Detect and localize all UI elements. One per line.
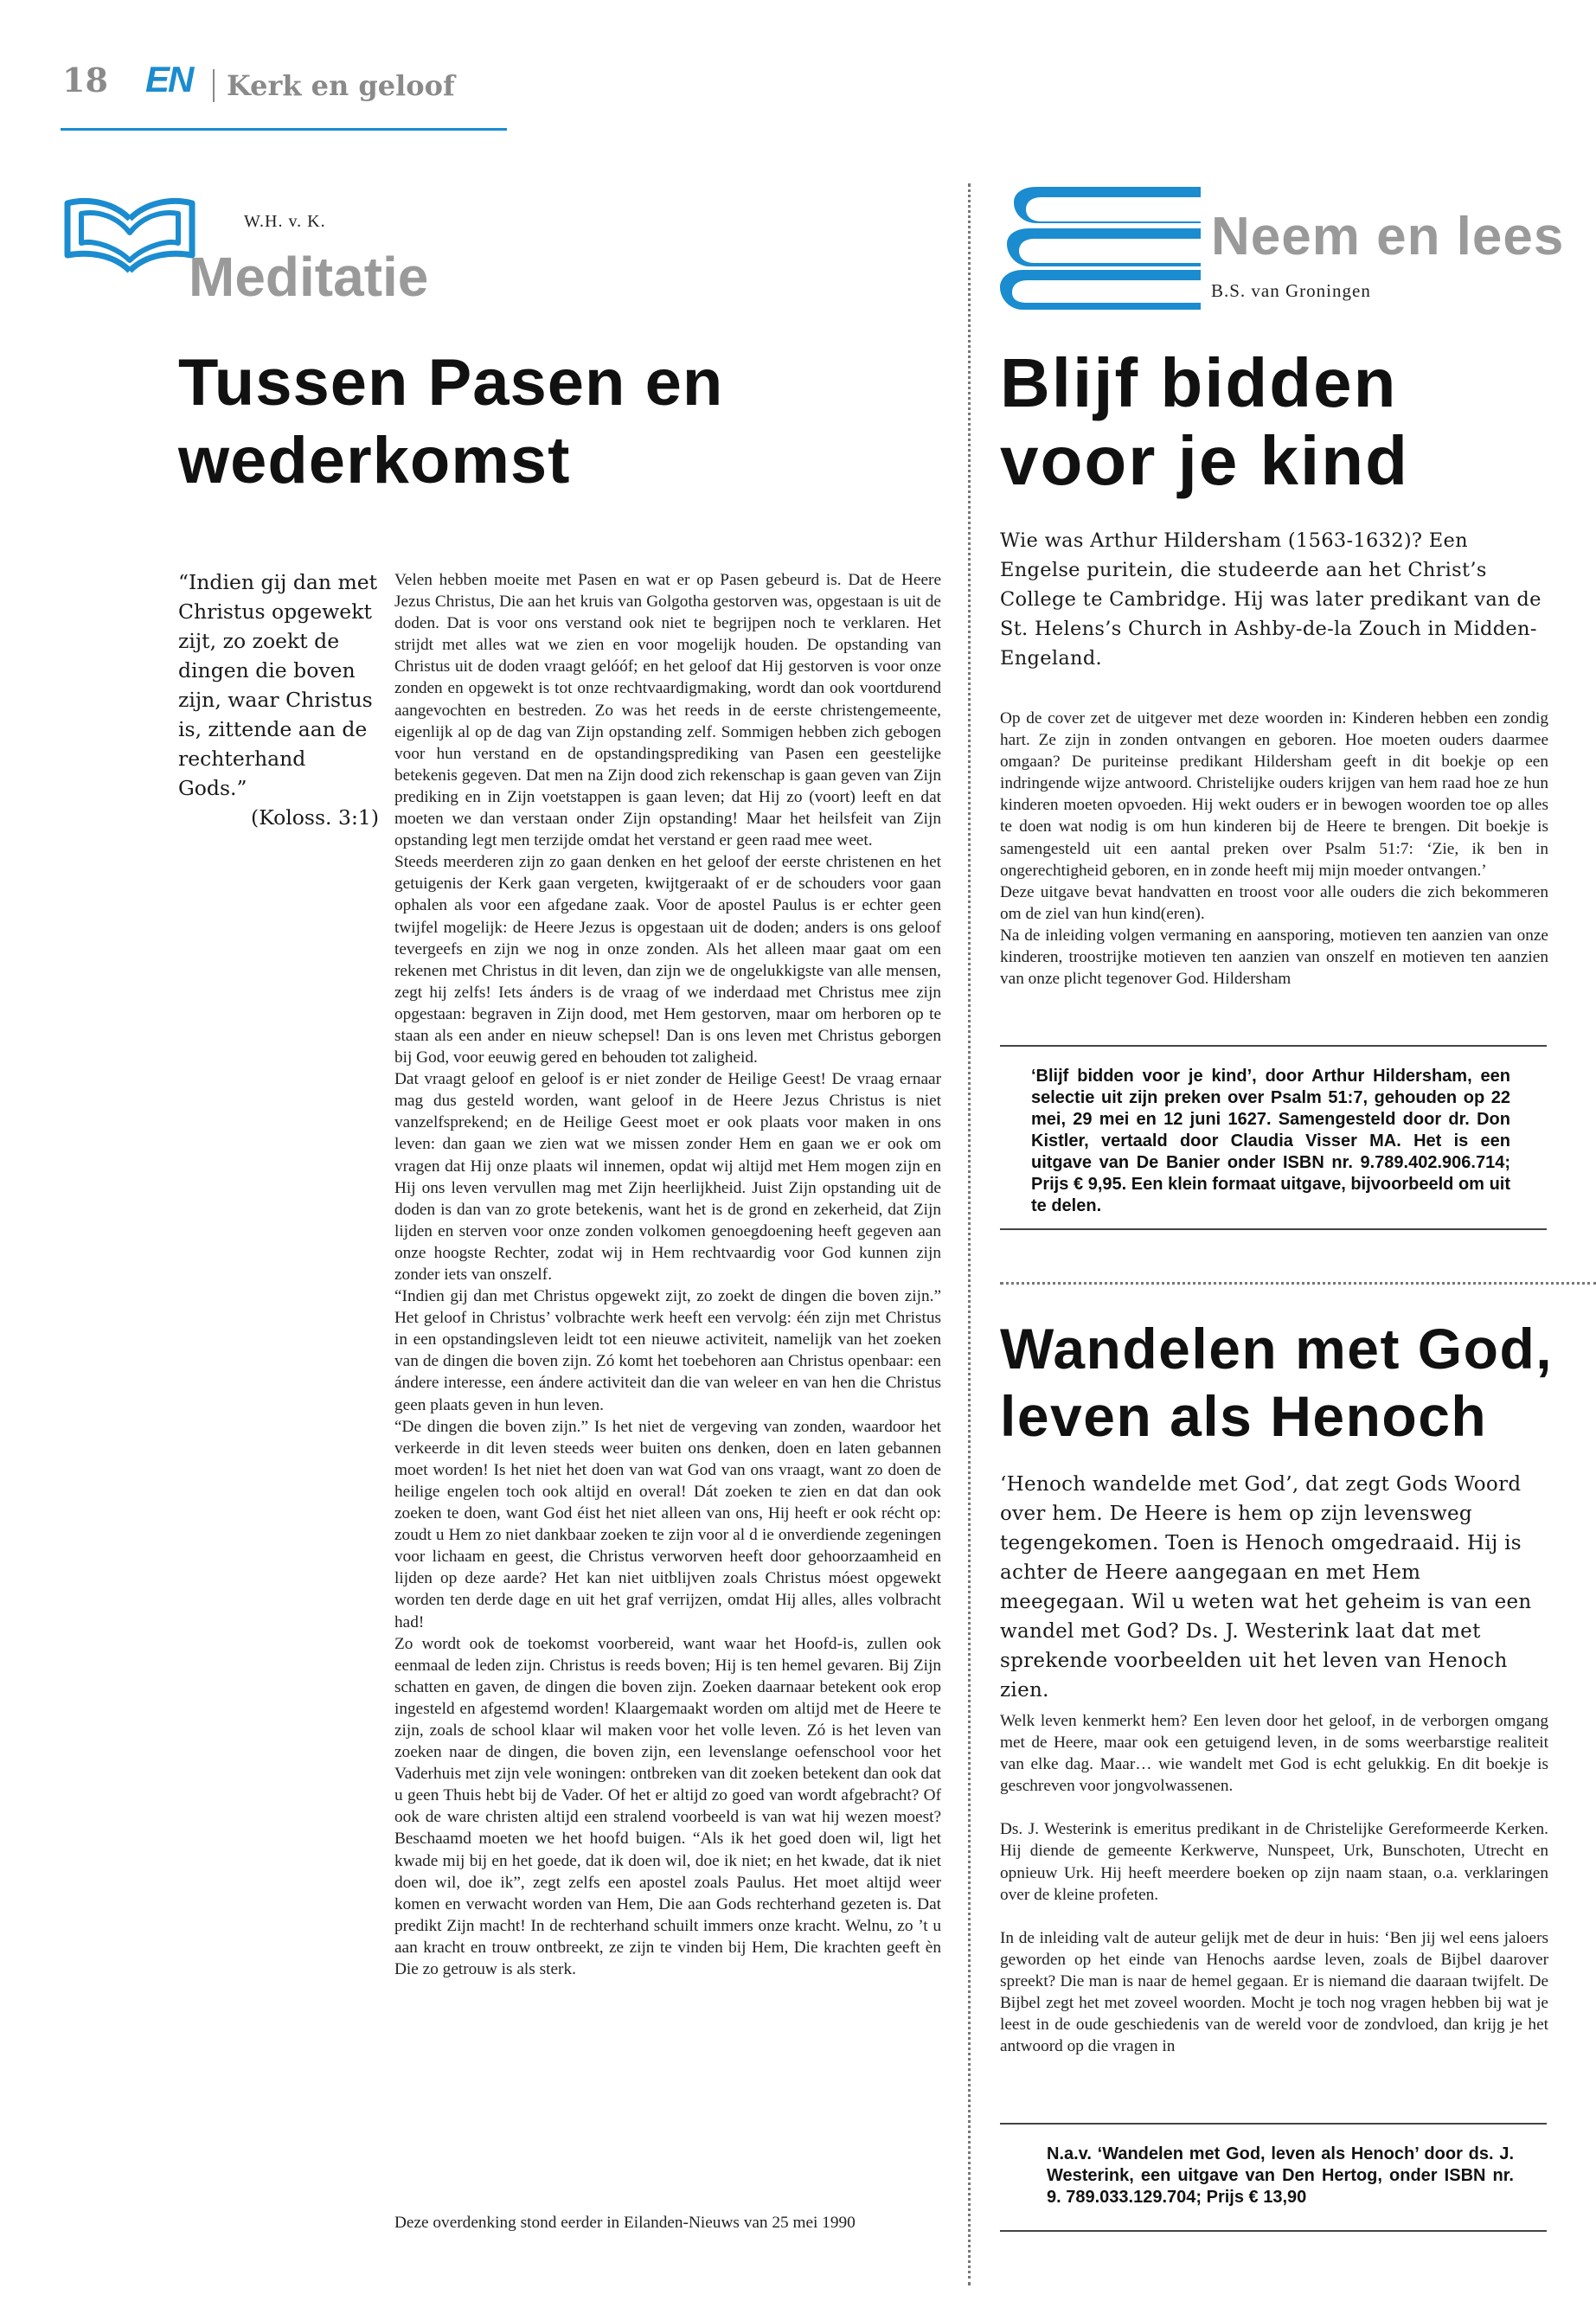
paragraph: Dat vraagt geloof en geloof is er niet zonder de Heilige Geest! De vraag ernaar mag dus gesteld worden, want geloof in de Heere Jezus Christus is niet vanzelfsprekend; en de Heilige Geest moet er ook plaats voor maken in ons leven: dan gaan we zien wat we missen zonder Hem en gaan we er ook om vragen dat Hij onze plaats wil innemen, opdat wij altijd met Hem mogen zijn en Hij ons leven vervullen mag met Zijn heerlijkheid. Juist Zijn opstanding uit de doden is dan van zo grote betekenis, want het is de grond en zekerheid, dat Zijn lijden en sterven voor onze zonden volkomen genoegdoening heeft gegeven aan onze hoogste Rechter, zodat wij in Hem rechtvaardig voor God kunnen zijn zonder iets van onszelf. [394, 1070, 941, 1284]
paragraph: “De dingen die boven zijn.” Is het niet de vergeving van zonden, waardoor het verkeerde in dit leven steeds weer buiten ons denken, doen en laten gebannen moet worden! Is het niet het doen van wat God van ons vraagt, want zo doen de heilige engelen toch ook altijd en overal! Dát zoeken te zien en dat dan ook zoeken te doen, want God éist het niet alleen van ons, Hij heeft er ook récht op: zoudt u Hem zo niet dankbaar zoeken te zijn voor al d ie onverdiende zegeningen voor lichaam en geest, die Christus verworven heeft door gehoorzaamheid en lijden op deze aarde? Het kan niet uitblijven zoals Christus móest opgewekt worden ten derde dage en uit het graf verrijzen, omdat Hij alles, alles volbracht had! [394, 1417, 941, 1631]
author-left: W.H. v. K. [244, 212, 326, 231]
en-logo: EN [145, 59, 193, 99]
paragraph: Zo wordt ook de toekomst voorbereid, want waar het Hoofd-is, zullen ook eenmaal de leden zijn. Christus is reeds boven; Hij is ten hemel gevaren. Bij Zijn schatten en gaven, de dingen die boven zijn. Zoeken daarnaar betekent ook erop ingesteld en afgestemd worden! Klaargemaakt worden om altijd met de Heere te zijn, zoals de school klaar wil maken voor het volle leven. Zó is het leven van zoeken naar de dingen, die boven zijn, een levenslange oefenschool voor het Vaderhuis met zijn vele woningen: ontbreken van dit zoeken betekent dan ook dat u geen Thuis hebt bij de Vader. Of het er altijd zo goed van wordt afgebracht? Of ook de ware christen altijd een stralend voorbeeld is van wat hij wezen moest? Beschaamd moeten we het hoofd buigen. “Als ik het goed doen wil, ligt het kwade mij bij en het goede, dat ik doen wil, doe ik niet; en het kwade, dat ik niet doen wil, doe ik”, zegt zelfs een apostel zoals Paulus. Het moet altijd weer komen en verwacht worden van Hem, Die aan Gods rechterhand gezeten is. Dat predikt Zijn macht! In de rechterhand schuilt immers onze kracht. Welnu, zo ’t u aan kracht en trouw ontbreekt, ze zijn te vinden bij Hem, Die krachten geeft èn Die zo getrouw is als sterk. [394, 1634, 941, 1978]
article-title-left: Tussen Pasen en wederkomst [178, 346, 724, 497]
info-box-rule [1000, 1045, 1547, 1047]
article-body-right-2 [1000, 1710, 1548, 2079]
paragraph: Steeds meerderen zijn zo gaan denken en het geloof der eerste christenen en het getuigenis der Kerk gaan vergeten, kwijtgeraakt of er de schouders voor gaan ophalen als voor een afgedane zaak. Voor de apostel Paulus is er echter geen twijfel mogelijk: de Heere Jezus is opgestaan uit de doden; anders is ons geloof tevergeefs en zijn we nog in onze zonden. Als het alleen maar gaat om een rekenen met Christus in dit leven, dan zijn we de ongelukkigste van alle mensen, zegt hij zelfs! Iets ánders is de vraag of we inderdaad met Christus mee zijn opgestaan: begraven in Zijn dood, met Hem gestorven, maar om herboren op te staan als een ander en nieuw schepsel! Dan is ons leven met Christus geborgen bij God, voor eeuwig gered en behouden tot zaligheid. [394, 853, 941, 1067]
paragraph: Welk leven kenmerkt hem? Een leven door het geloof, in de verborgen omgang met de Heere, maar ook een getuigend leven, in de soms weerbarstige realiteit van elke dag. Maar… wie wandelt met God is echt gelukkig. En dit boekje is geschreven voor jongvolwassenen. [1000, 1712, 1548, 1796]
paragraph: In de inleiding valt de auteur gelijk met de deur in huis: ‘Ben jij wel eens jaloers geworden op het einde van Henochs aardse leven, zoals de Bijbel daarover spreekt? Die man is naar de hemel gegaan. Er is niemand die daaraan twijfelt. De Bijbel zegt het met zoveel woorden. Mocht je toch nog vragen hebben bij wat je leest in de oude geschiedenis van de wereld voor de zondvloed, dan krijg je het antwoord op die vragen in [1000, 1928, 1548, 2056]
page-number: 18 [62, 61, 108, 99]
source-note: Deze overdenking stond eerder in Eilanden-Nieuws van 25 mei 1990 [394, 2214, 856, 2232]
header-rule [61, 128, 507, 131]
section-divider [1000, 1282, 1596, 1285]
info-box-rule [1000, 1228, 1547, 1230]
paragraph: Velen hebben moeite met Pasen en wat er op Pasen gebeurd is. Dat de Heere Jezus Christus, Die aan het kruis van Golgotha gestorven was, opgestaan is uit de doden. Dat is voor ons verstand ook niet te begrijpen noch te verklaren. Het strijdt met alles wat we zien en voor mogelijk houden. De opstanding van Christus uit de doden vraagt gelóóf; en het geloof dat Hij gestorven is voor onze zonden en opgewekt is tot onze rechtvaardigmaking, wordt dan ook voortdurend aangevochten en bestreden. Zo was het reeds in de eerste christengemeente, eigenlijk al op de dag van Zijn opstanding zelf. Sommigen hebben zich gebogen voor hun verstand en de opstandingsprediking van Pasen een geestelijke betekenis gegeven. Dat men na Zijn dood zich rekenschap is gaan geven van Zijn prediking en in Zijn voetstappen is gaan leven; dat Hij zo (voort) leeft en dat moeten we dan verstaan onder Zijn opstanding! Maar het heilsfeit van Zijn opstanding legt men terzijde omdat het verstand er geen raad mee weet. [394, 571, 941, 850]
pull-quote-text: “Indien gij dan met Christus opgewekt zijt, zo zoekt de dingen die boven zijn, waar Christus is, zittende aan de rechterhand Gods.” [178, 570, 378, 800]
article-body-left [394, 569, 941, 1980]
paragraph: Ds. J. Westerink is emeritus predikant in de Christelijke Gereformeerde Kerken. Hij diende de gemeente Kerkwerve, Nunspeet, Urk, Bunschoten, Utrecht en opnieuw Urk. Hij heeft meerdere boeken op zijn naam staan, o.a. verklaringen over de kleine profeten. [1000, 1820, 1548, 1904]
kicker-neem-en-lees: Neem en lees [1211, 207, 1565, 266]
book-stack-icon [997, 183, 1208, 313]
open-book-heart-icon [61, 177, 199, 281]
paragraph: “Indien gij dan met Christus opgewekt zijt, zo zoekt de dingen die boven zijn.” Het geloof in Christus’ volbrachte werk heeft een vervolg: één zijn met Christus in een opstandingsleven leidt tot een nieuwe activiteit, namelijk van het zoeken van de dingen die boven zijn. Zó komt het toebehoren aan Christus openbaar: een ándere interesse, een ándere activiteit dan die van weleer en van hen die Christus geen plaats geven in hun leven. [394, 1287, 941, 1414]
paragraph: Na de inleiding volgen vermaning en aansporing, motieven ten aanzien van onze kinderen, troostrijke motieven ten aanzien van onszelf en motieven ten aanzien van onze plicht tegenover God. Hildersham [1000, 926, 1548, 989]
info-box-rule [1000, 2230, 1547, 2232]
intro-right-2: ‘Henoch wandelde met God’, dat zegt Gods Woord over hem. De Heere is hem op zijn levensweg tegengekomen. Toen is Henoch omgedraaid. Hij is achter de Heere aangegaan en met Hem meegegaan. Wil u weten wat het geheim is van een wandel met God? Ds. J. Westerink laat dat met sprekende voorbeelden uit het leven van Henoch zien. [1000, 1473, 1532, 1702]
info-box-rule [1000, 2123, 1547, 2125]
paragraph: Deze uitgave bevat handvatten en troost voor alle ouders die zich bekommeren om de ziel van hun kind(eren). [1000, 882, 1548, 923]
section-name: Kerk en geloof [227, 69, 455, 102]
column-divider [968, 183, 971, 2285]
book-info-box-2: N.a.v. ‘Wandelen met God, leven als Henoch’ door ds. J. Westerink, een uitgave van Den Hertog, onder ISBN nr. 9. 789.033.129.704; Prijs € 13,90 [1047, 2144, 1514, 2207]
article-body-right [1000, 708, 1548, 990]
pull-quote [178, 567, 379, 832]
author-right: B.S. van Groningen [1211, 280, 1371, 301]
kicker-meditatie: Meditatie [189, 246, 429, 308]
paragraph: Op de cover zet de uitgever met deze woorden in: Kinderen hebben een zondig hart. Ze zijn in zonden ontvangen en geboren. Hoe moeten ouders daarmee omgaan? De puriteinse predikant Hildersham geeft in dit boekje op een indringende wijze antwoord. Christelijke ouders krijgen van hem raad hoe ze hun kinderen moeten opvoeden. Hij wekt ouders er in bewogen woorden toe op alles te doen wat nodig is om hun kinderen bij de Heere te brengen. Dit boekje is samengesteld uit een aantal preken over Psalm 51:7: ‘Zie, ik ben in ongerechtigheid geboren, en in zonde heeft mij mijn moeder ontvangen.’ [1000, 709, 1548, 880]
header-separator [213, 69, 215, 102]
article-title-right-2: Wandelen met God, leven als Henoch [1000, 1317, 1554, 1448]
intro-right: Wie was Arthur Hildersham (1563-1632)? Een Engelse puritein, die studeerde aan het Christ’s College te Cambridge. Hij was later predikant van de St. Helens’s Church in Ashby-de-la Zouch in Midden-Engeland. [1000, 529, 1542, 670]
pull-quote-ref: (Koloss. 3:1) [251, 805, 379, 830]
article-title-right: Blijf bidden voor je kind [1000, 344, 1409, 499]
book-info-box: ‘Blijf bidden voor je kind’, door Arthur Hildersham, een selectie uit zijn preken over Psalm 51:7, gehouden op 22 mei, 29 mei en 12 juni 1627. Samengesteld door dr. Don Kistler, vertaald door Claudia Visser MA. Het is een uitgave van De Banier onder ISBN nr. 9.789.402.906.714; Prijs € 9,95. Een klein formaat uitgave, bijvoorbeeld om uit te delen. [1031, 1067, 1510, 1215]
